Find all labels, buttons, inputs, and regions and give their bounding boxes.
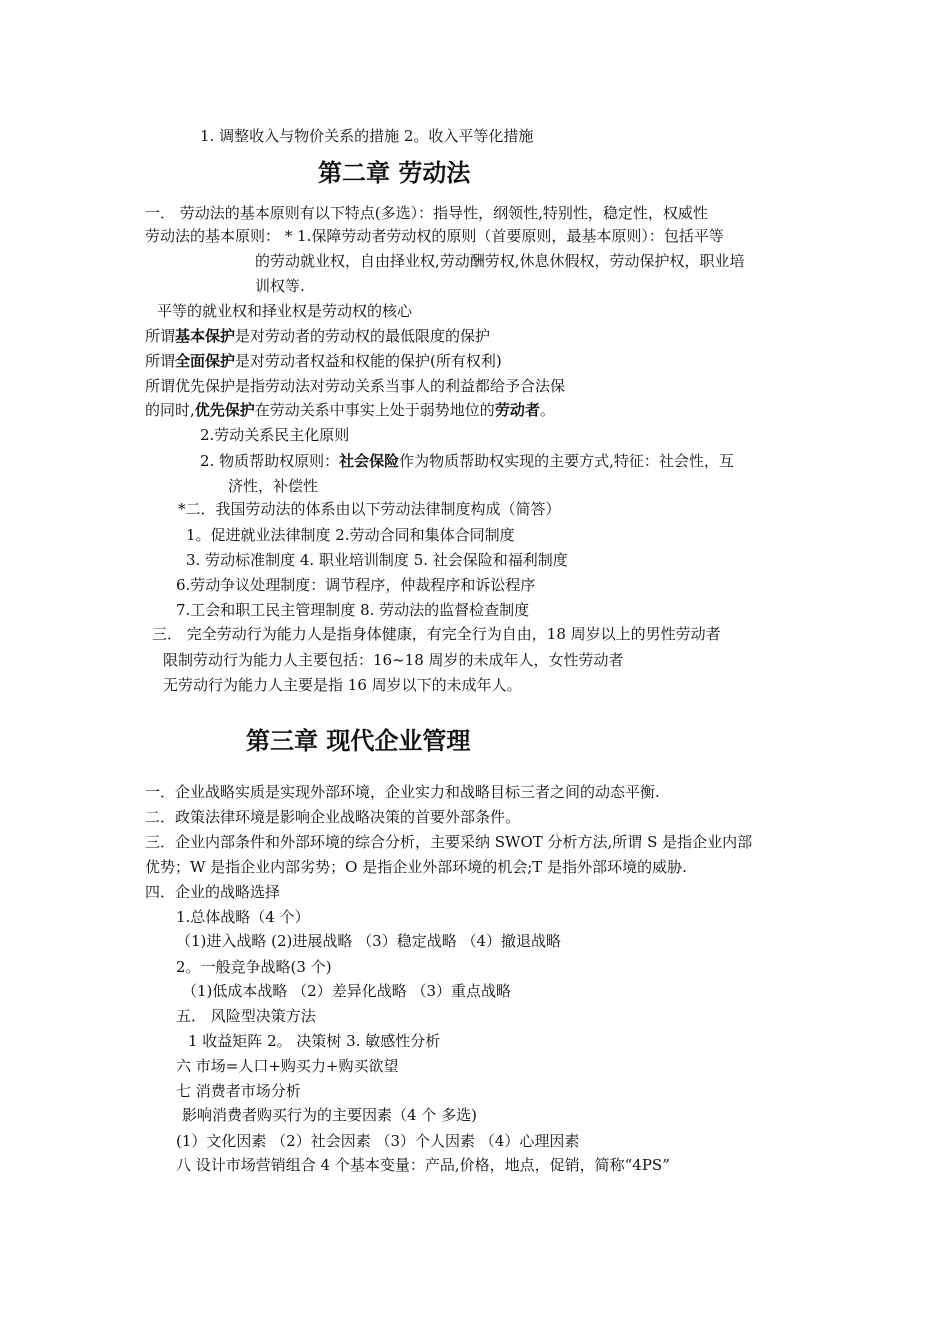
text-segment: 。 [539, 401, 555, 419]
text-line: 一．企业战略实质是实现外部环境，企业实力和战略目标三者之间的动态平衡. [145, 783, 660, 801]
text-line: （1)低成本战略 （2）差异化战略 （3）重点战略 [182, 982, 512, 1000]
text-line: 优势；W 是指企业内部劣势；O 是指企业外部环境的机会;T 是指外部环境的威胁. [145, 858, 687, 876]
text-line: 限制劳动行为能力人主要包括：16~18 周岁的未成年人，女性劳动者 [163, 651, 624, 669]
text-line: 五． 风险型决策方法 [176, 1007, 316, 1025]
text-line: 六 市场=人口+购买力+购买欲望 [176, 1057, 399, 1075]
text-segment: 所谓 [145, 327, 176, 345]
text-segment: 所谓 [145, 352, 176, 370]
text-line: 训权等. [255, 277, 305, 295]
text-segment: 是对劳动者的劳动权的最低限度的保护 [235, 327, 491, 345]
text-line: 1。促进就业法律制度 2.劳动合同和集体合同制度 [186, 526, 515, 544]
text-line: 3. 劳动标准制度 4. 职业培训制度 5. 社会保险和福利制度 [186, 551, 568, 569]
text-line: (1）文化因素 （2）社会因素 （3）个人因素 （4）心理因素 [176, 1132, 580, 1150]
bold-term: 劳动者 [494, 401, 540, 419]
bold-term: 优先保护 [194, 401, 255, 419]
text-line: 无劳动行为能力人主要是指 16 周岁以下的未成年人。 [163, 676, 522, 694]
text-line: 济性，补偿性 [228, 477, 319, 495]
text-line: 七 消费者市场分析 [176, 1082, 301, 1100]
text-line: 三． 完全劳动行为能力人是指身体健康，有完全行为自由，18 周岁以上的男性劳动者 [152, 625, 721, 643]
text-segment: 作为物质帮助权实现的主要方式,特征：社会性，互 [399, 452, 734, 470]
text-line: 6.劳动争议处理制度：调节程序，仲裁程序和诉讼程序 [176, 576, 536, 594]
text-segment: 的同时, [145, 401, 195, 419]
bold-term: 全面保护 [175, 352, 236, 370]
text-line: 劳动法的基本原则： * 1.保障劳动者劳动权的原则（首要原则，最基本原则）：包括平等 [145, 227, 724, 245]
chapter-2-title: 第二章 劳动法 [318, 159, 471, 187]
text-line: 二．政策法律环境是影响企业战略决策的首要外部条件。 [145, 808, 521, 826]
priority-protection-line [145, 400, 555, 420]
text-line: 三．企业内部条件和外部环境的综合分析，主要采纳 SWOT 分析方法,所谓 S 是指企业内部 [145, 833, 753, 851]
text-line: 平等的就业权和择业权是劳动权的核心 [157, 302, 413, 320]
text-line: 1 收益矩阵 2。 决策树 3. 敏感性分析 [188, 1032, 441, 1050]
text-line: 八 设计市场营销组合 4 个基本变量：产品,价格，地点，促销，简称“4PS” [176, 1156, 670, 1174]
text-line: 所谓优先保护是指劳动法对劳动关系当事人的利益都给予合法保 [145, 377, 566, 395]
material-help-line [200, 451, 734, 471]
text-segment: 2. 物质帮助权原则： [200, 452, 340, 470]
text-line: 影响消费者购买行为的主要因素（4 个 多选) [182, 1106, 477, 1124]
text-line: 1.总体战略（4 个） [176, 908, 310, 926]
text-line: 一． 劳动法的基本原则有以下特点(多选）：指导性，纲领性,特别性，稳定性，权威性 [145, 204, 708, 222]
text-line: 2。一般竞争战略(3 个) [176, 958, 332, 976]
bold-term: 基本保护 [175, 327, 236, 345]
text-line: 7.工会和职工民主管理制度 8. 劳动法的监督检查制度 [176, 601, 530, 619]
chapter-3-title: 第三章 现代企业管理 [246, 727, 471, 755]
text-line: 1. 调整收入与物价关系的措施 2。收入平等化措施 [200, 127, 534, 145]
text-line: *二．我国劳动法的体系由以下劳动法律制度构成（简答） [178, 500, 561, 518]
text-line: 的劳动就业权，自由择业权,劳动酬劳权,休息休假权，劳动保护权，职业培 [255, 252, 745, 270]
text-line: 四．企业的战略选择 [145, 883, 281, 901]
text-line: （1)进入战略 (2)进展战略 （3）稳定战略 （4）撤退战略 [176, 932, 562, 950]
text-segment: 在劳动关系中事实上处于弱势地位的 [254, 401, 495, 419]
basic-protection-line [145, 326, 490, 346]
text-line: 2.劳动关系民主化原则 [200, 426, 350, 444]
full-protection-line [145, 351, 502, 371]
bold-term: 社会保险 [339, 452, 400, 470]
text-segment: 是对劳动者权益和权能的保护(所有权利) [235, 352, 502, 370]
